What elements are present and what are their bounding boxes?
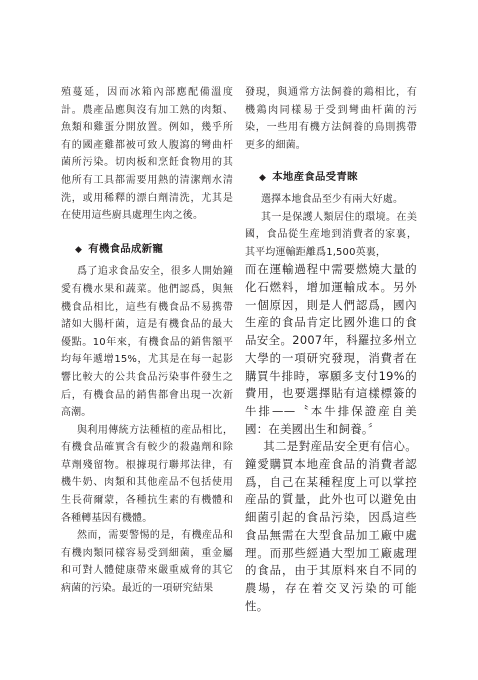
body-paragraph: 而在運輸過程中需要燃燒大量的化石燃料，增加運輸成本。另外一個原因，則是人們認爲，國內生産的食品肯定比國外進口的食品安全。2007年，科羅拉多州立大學的一項研究發現，消費者在購買牛排時，寧願多支付19%的費用，也要選擇貼有這樣標簽的牛排——〝本牛排保證産自美國：在美國出生和飼養。〞 — [245, 262, 417, 436]
body-paragraph: 然而，需要警惕的是，有機産品和有機肉類同樣容易受到細菌，重金屬和可對人體健康帶來嚴重威脅的其它病菌的污染。最近的一項研究結果 — [61, 530, 233, 595]
right-column — [245, 84, 417, 615]
body-paragraph: 選擇本地食品至少有兩大好處。 — [261, 193, 404, 205]
section-heading — [259, 169, 417, 188]
body-paragraph: 爲了追求食品安全，很多人開始鐘愛有機水果和蔬菜。他們認爲，與無機食品相比，這些有機食品不易携帶諸如大腸杆菌，這是有機食品的最大優點。10年來，有機食品的銷售額平均每年遞增15%，尤其是在每一起影響比較大的公共食品污染事件發生之后，有機食品的銷售都會出現一次新高潮。 — [61, 266, 233, 419]
body-paragraph: 發現，與通常方法飼養的鶏相比，有機鶏肉同樣易于受到彎曲杆菌的污染，一些用有機方法飼養的鳥則携帶更多的細菌。 — [245, 87, 417, 151]
body-paragraph: 其一是保護人類居住的環境。在美國，食品從生産地到消費者的家裏，其平均運輸距離爲1,500英裏， — [245, 211, 417, 258]
section-heading-text: 本地産食品受青睞 — [272, 171, 358, 184]
diamond-bullet-icon: ◆ — [259, 173, 267, 184]
diamond-bullet-icon: ◆ — [75, 244, 83, 255]
body-paragraph: 與利用傳統方法種植的産品相比，有機食品確實含有較少的殺蟲劑和除草劑殘留物。根據現行聯邦法律，有機牛奶、肉類和其他産品不包括使用生長荷爾蒙，各種抗生素的有機體和各種轉基因有機體。 — [61, 424, 233, 524]
body-paragraph: 其二是對産品安全更有信心。鐘愛購買本地産食品的消費者認爲，自己在某種程度上可以掌控産品的質量，此外也可以避免由細菌引起的食品污染，因爲這些食品無需在大型食品加工廠中處理。而那些經過大型加工廠處理的食品，由于其原料來自不同的農場，存在着交叉污染的可能性。 — [245, 439, 417, 613]
section-heading — [75, 241, 233, 260]
body-paragraph: 殖蔓延，因而冰箱內部應配備溫度計。農產品應與沒有加工熟的肉類、魚類和雞蛋分開放置。例如，幾乎所有的國產雞都被可致人腹瀉的彎曲杆菌所污染。切肉板和烹飪食物用的其他所有工具都需要用熱的清潔劑水清洗，或用稀釋的漂白劑清洗，尤其是在使用這些廚具處理生肉之後。 — [61, 87, 233, 222]
section-heading-text: 有機食品成新寵 — [88, 242, 164, 255]
left-column — [61, 84, 233, 598]
